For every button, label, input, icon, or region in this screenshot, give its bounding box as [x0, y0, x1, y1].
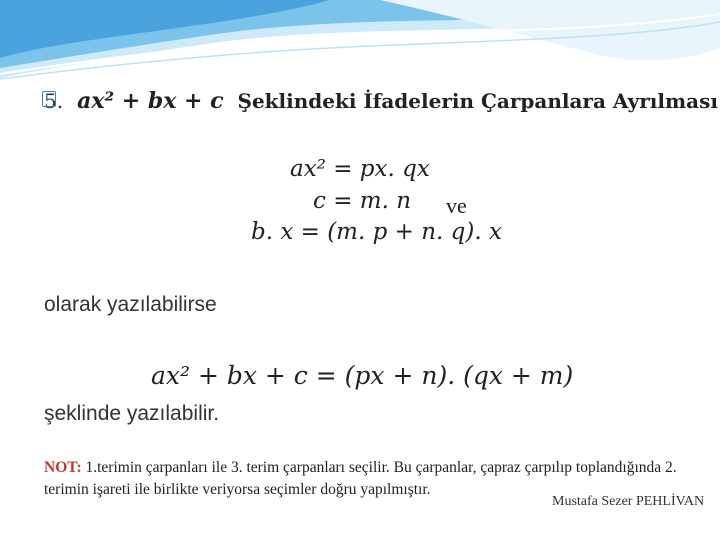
- condition-text: olarak yazılabilirse: [44, 293, 217, 316]
- equation-middle-term: b. x = (m. p + n. q). x: [251, 219, 502, 245]
- title-text: Şeklindeki İfadelerin Çarpanlara Ayrılması: [237, 89, 718, 113]
- slide-title: [44, 88, 718, 118]
- section-number: 5.: [44, 89, 64, 113]
- note-label: NOT:: [44, 459, 82, 476]
- conclusion-text: şeklinde yazılabilir.: [44, 402, 220, 425]
- equation-first-term: ax² = px. qx: [290, 156, 430, 182]
- title-expression: ax² + bx + c: [77, 88, 224, 114]
- result-equation: ax² + bx + c = (px + n). (qx + m): [151, 361, 574, 390]
- missing-glyph-icon: [42, 91, 56, 107]
- note-body: 1.terimin çarpanları ile 3. terim çarpanları seçilir. Bu çarpanlar, çapraz çarpılıp toplandığında 2. terimin işareti ile birlikte veriyorsa seçimler doğru yapılmıştır.: [44, 459, 677, 498]
- connector-ve: ve: [446, 193, 467, 218]
- author-name: Mustafa Sezer PEHLİVAN: [552, 494, 705, 509]
- header-swoosh: [0, 0, 720, 90]
- equation-third-term: c = m. n: [313, 188, 412, 214]
